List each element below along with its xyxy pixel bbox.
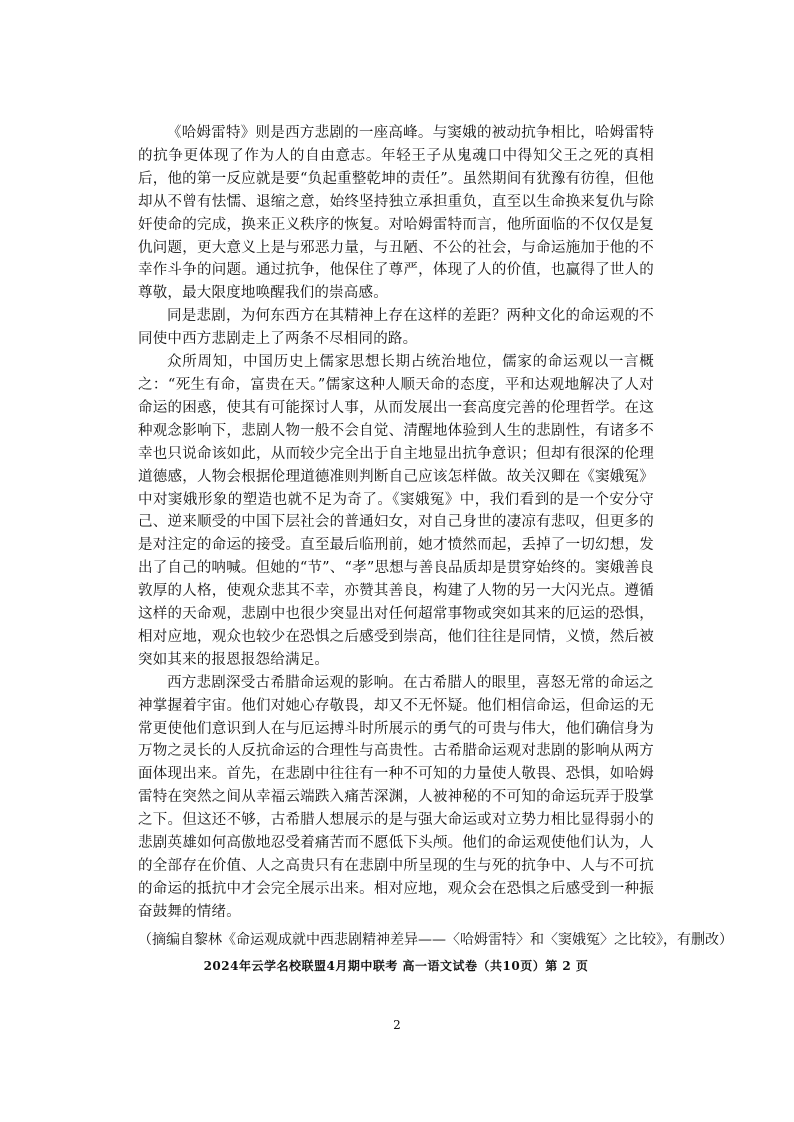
paragraph-hamlet: 《哈姆雷特》则是西方悲剧的一座高峰。与窦娥的被动抗争相比，哈姆雷特的抗争更体现了作为人的自由意志。年轻王子从鬼魂口中得知父王之死的真相后，他的第一反应就是要“负起重整乾坤的责任”。虽然期间有犹豫有彷徨，但他却从不曾有怯懦、退缩之意，始终坚持独立承担重负，直至以生命换来复仇与除奸使命的完成，换来正义秩序的恢复。对哈姆雷特而言，他所面临的不仅仅是复仇问题，更大意义上是与邪恶力量，与丑陋、不公的社会，与命运施加于他的不幸作斗争的问题。通过抗争，他保住了尊严，体现了人的价值，也赢得了世人的尊敬，最大限度地唤醒我们的崇高感。	[138, 125, 654, 302]
paragraph-chinese-fate: 众所周知，中国历史上儒家思想长期占统治地位，儒家的命运观以一言概之：“死生有命，富贵在天。”儒家这种人顺天命的态度，平和达观地解决了人对命运的困惑，使其有可能探讨人事，从而发展出一套高度完善的伦理哲学。在这种观念影响下，悲剧人物一般不会自觉、清醒地体验到人生的悲剧性，有诸多不幸也只说命该如此，从而较少完全出于自主地显出抗争意识；但却有很深的伦理道德感，人物会根据伦理道德准则判断自己应该怎样做。故关汉卿在《窦娥冤》中对窦娥形象的塑造也就不足为奇了。《窦娥冤》中，我们看到的是一个安分守己、逆来顺受的中国下层社会的普通妇女，对自己身世的凄凉有悲叹，但更多的是对注定的命运的接受。直至最后临刑前，她才愤然而起，丢掉了一切幻想，发出了自己的呐喊。但她的“节”、“孝”思想与善良品质却是贯穿始终的。窦娥善良敦厚的人格，使观众悲其不幸，亦赞其善良，构建了人物的另一大闪光点。遵循这样的天命观，悲剧中也很少突显出对任何超常事物或突如其来的厄运的恐惧，相对应地，观众也较少在恐惧之后感受到崇高，他们往往是同情，义愤，然后被突如其来的报恩报怨给满足。	[138, 354, 654, 668]
exam-footer: 2024年云学名校联盟4月期中联考 高一语文试卷（共10页）第 2 页	[203, 958, 589, 973]
source-citation: （摘编自黎林《命运观成就中西悲剧精神差异——〈哈姆雷特〉和〈窦娥冤〉之比较》，有删改）	[138, 931, 733, 948]
paragraph-greek-fate: 西方悲剧深受古希腊命运观的影响。在古希腊人的眼里，喜怒无常的命运之神掌握着宇宙。他们对她心存敬畏，却又不无怀疑。他们相信命运，但命运的无常更使他们意识到人在与厄运搏斗时所展示的勇气的可贵与伟大，他们确信身为万物之灵长的人反抗命运的合理性与高贵性。古希腊命运观对悲剧的影响从两方面体现出来。首先，在悲剧中往往有一种不可知的力量使人敬畏、恐惧，如哈姆雷特在突然之间从幸福云端跌入痛苦深渊，人被神秘的不可知的命运玩弄于股掌之下。但这还不够，古希腊人想展示的是与强大命运或对立势力相比显得弱小的悲剧英雄如何高傲地忍受着痛苦而不愿低下头颅。他们的命运观使他们认为，人的全部存在价值、人之高贵只有在悲剧中所呈现的生与死的抗争中、人与不可抗的命运的抵抗中才会完全展示出来。相对应地，观众会在恐惧之后感受到一种振奋鼓舞的情绪。	[138, 674, 654, 920]
paragraph-question: 同是悲剧，为何东西方在其精神上存在这样的差距？两种文化的命运观的不同使中西方悲剧走上了两条不尽相同的路。	[138, 308, 654, 348]
page-number: 2	[393, 1018, 401, 1032]
document-page	[138, 122, 733, 975]
